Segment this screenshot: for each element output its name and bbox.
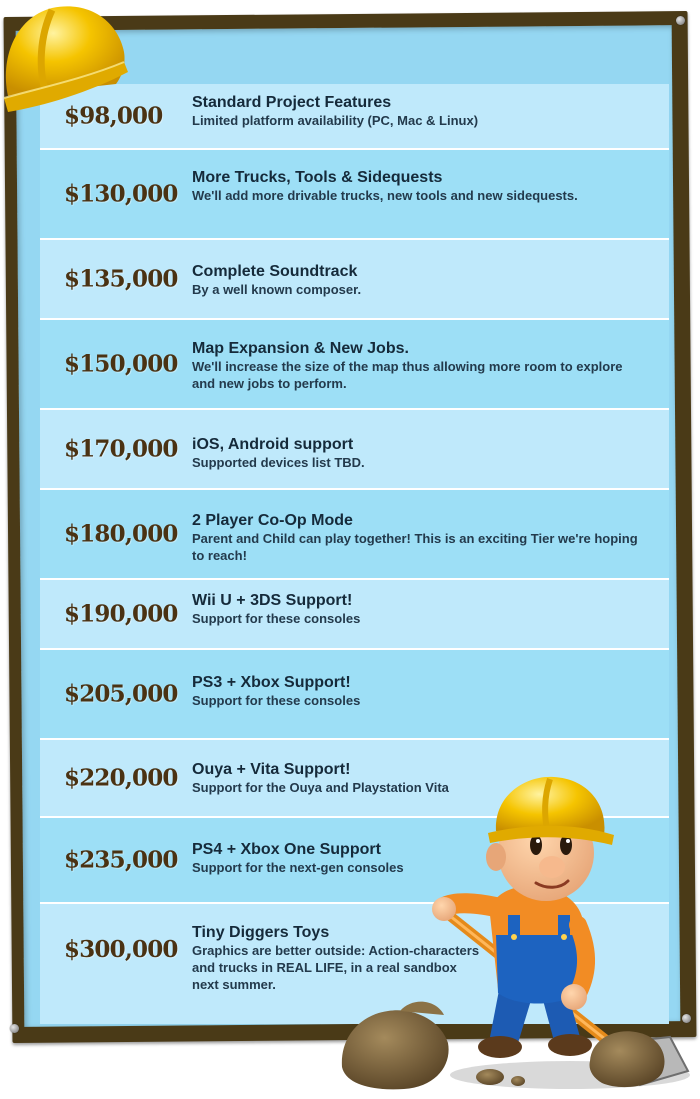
tier-title: Map Expansion & New Jobs. [192,340,409,357]
tier-description: Support for these consoles [192,611,361,626]
tier-title: Standard Project Features [192,94,392,111]
screw-top-right [676,16,685,25]
tier-amount: $170,000 [64,435,178,463]
tier-amount: $135,000 [64,265,178,293]
tier-description: Limited platform availability (PC, Mac & Linux) [192,113,479,128]
tier-amount: $130,000 [64,180,178,208]
tier-title: Ouya + Vita Support! [192,761,351,778]
tier-description: Support for these consoles [192,693,361,708]
tier-amount: $205,000 [64,680,178,708]
tier-row-150000 [40,320,669,410]
screw-bottom-left [10,1024,19,1033]
tier-row-170000 [40,410,669,490]
tier-row-205000 [40,650,669,740]
tier-description: We'll increase the size of the map thus allowing more room to explore and new jobs to perform. [192,359,623,391]
digger-character-illustration [340,775,700,1099]
tier-row-135000 [40,240,669,320]
tier-description: Graphics are better outside: Action-characters and trucks in REAL LIFE, in a real sandbox next summer. [192,943,480,992]
tier-amount: $150,000 [64,350,178,378]
tier-title: 2 Player Co-Op Mode [192,512,353,529]
tier-description: Supported devices list TBD. [192,455,365,470]
tier-title: PS4 + Xbox One Support [192,841,381,858]
tier-row-130000 [40,150,669,240]
tier-title: PS3 + Xbox Support! [192,674,351,691]
tier-row-98000 [40,84,669,150]
tier-description: We'll add more drivable trucks, new tools and new sidequests. [192,188,578,203]
tier-title: iOS, Android support [192,436,354,453]
tier-title: More Trucks, Tools & Sidequests [192,169,443,186]
tier-amount: $220,000 [64,764,178,792]
tier-title: Tiny Diggers Toys [192,924,330,941]
tier-description: Support for the next-gen consoles [192,860,404,875]
tier-row-190000 [40,580,669,650]
tier-amount: $180,000 [64,520,178,548]
tier-title: Wii U + 3DS Support! [192,592,353,609]
tier-amount: $300,000 [64,936,178,963]
tier-description: Parent and Child can play together! This is an exciting Tier we're hoping to reach! [192,531,638,563]
tier-description: By a well known composer. [192,282,362,297]
tier-amount: $98,000 [64,102,163,130]
tier-amount: $235,000 [64,846,178,874]
hard-hat-icon [0,0,130,120]
tier-amount: $190,000 [64,600,178,628]
tier-title: Complete Soundtrack [192,263,358,280]
tier-row-180000 [40,490,669,580]
tier-description: Support for the Ouya and Playstation Vita [192,780,449,795]
